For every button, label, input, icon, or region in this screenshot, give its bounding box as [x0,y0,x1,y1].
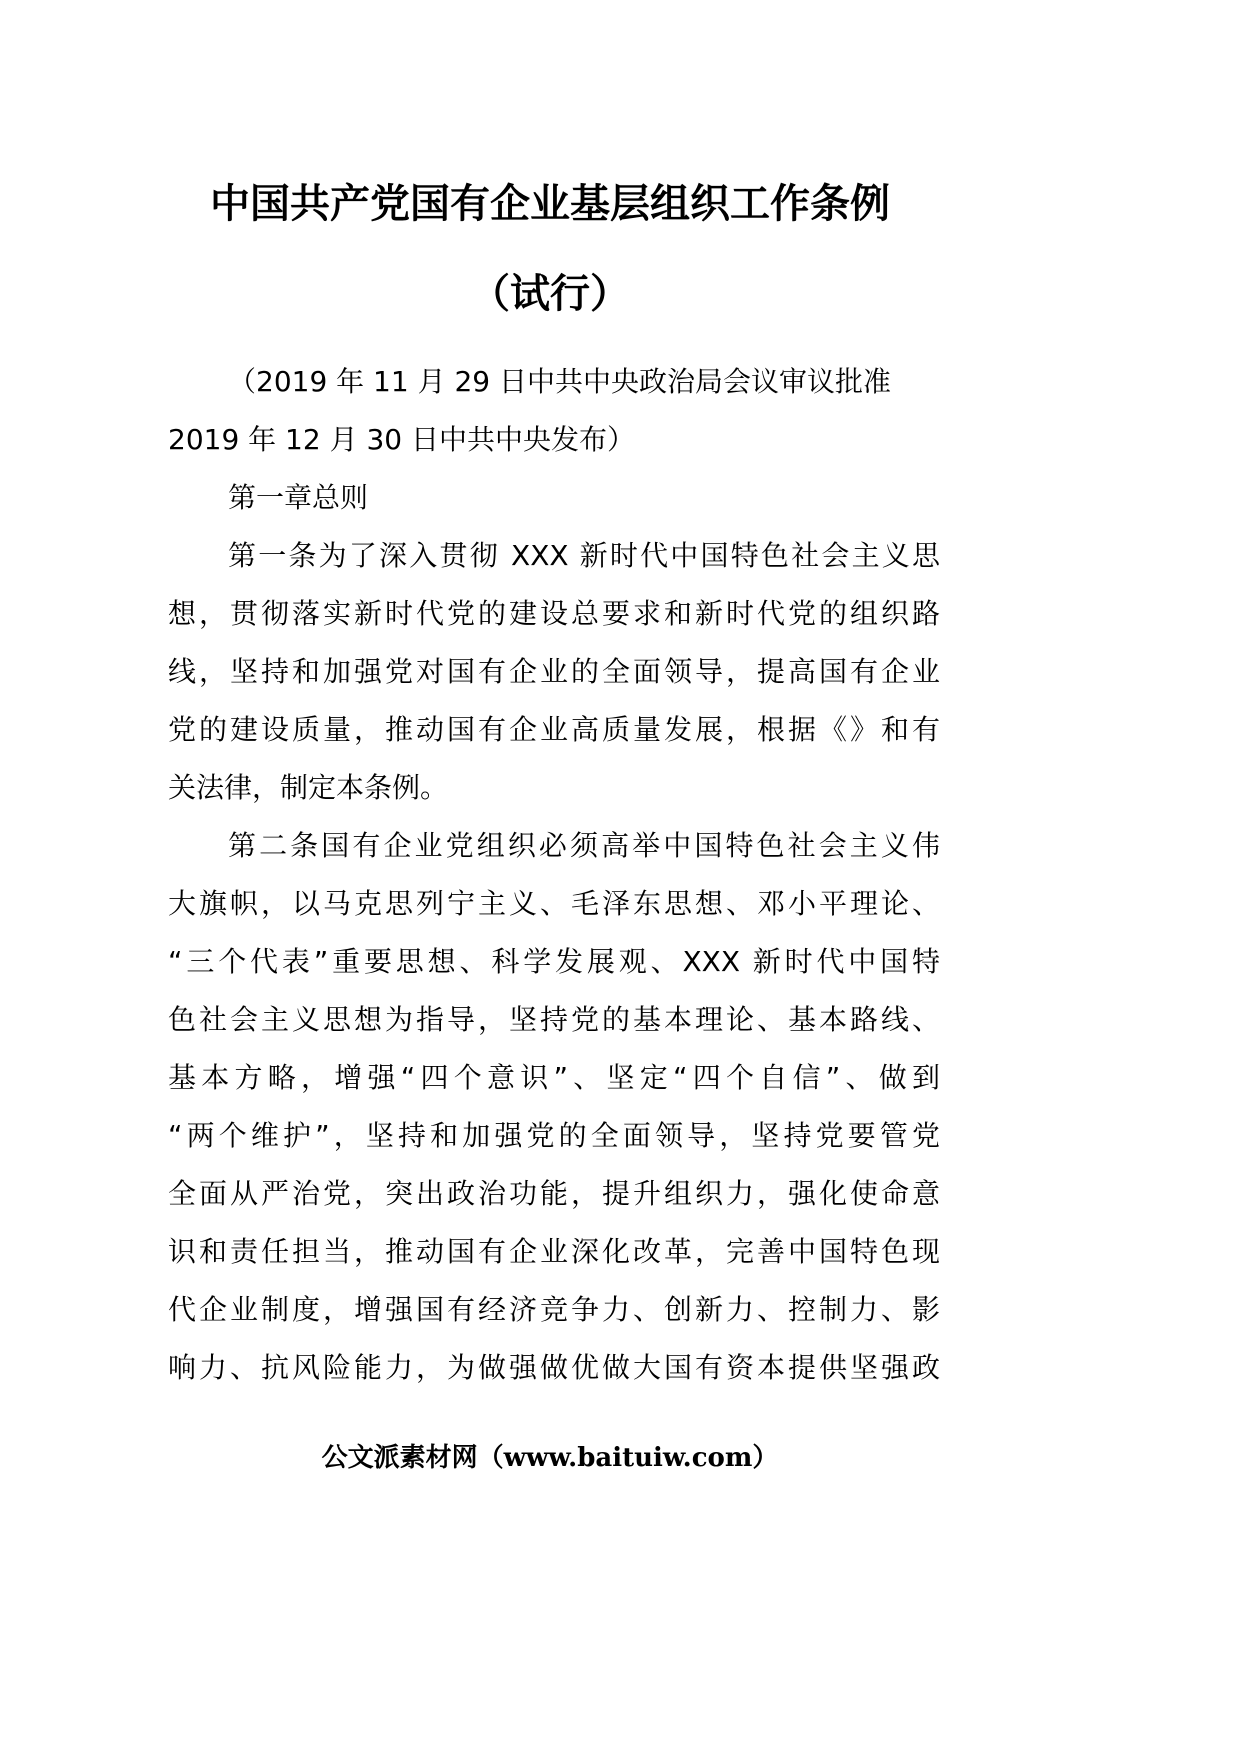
article-2-line: 响力、抗风险能力，为做强做优做大国有资本提供坚强政 [168,1351,940,1384]
article-2-line: “三个代表”重要思想、科学发展观、XXX 新时代中国特 [168,945,940,978]
approval-line: 2019 年 12 月 30 日中共中央发布） [168,423,636,456]
document-title-suffix: （试行） [470,271,630,317]
article-2-line: 色社会主义思想为指导，坚持党的基本理论、基本路线、 [168,1003,940,1036]
article-1-line: 党的建设质量，推动国有企业高质量发展，根据《》和有 [168,713,940,746]
footer-watermark: 公文派素材网（www.baituiw.com） [321,1443,779,1473]
article-2-line: 代企业制度，增强国有经济竞争力、创新力、控制力、影 [168,1293,940,1326]
article-2-line: 全面从严治党，突出政治功能，提升组织力，强化使命意 [168,1177,940,1210]
article-2-line: 大旗帜，以马克思列宁主义、毛泽东思想、邓小平理论、 [168,887,940,920]
article-2-line: “两个维护”，坚持和加强党的全面领导，坚持党要管党 [168,1119,940,1152]
article-1-line: 关法律，制定本条例。 [168,771,449,804]
article-2-line: 基本方略，增强“四个意识”、坚定“四个自信”、做到 [168,1061,940,1094]
article-1-line: 想，贯彻落实新时代党的建设总要求和新时代党的组织路 [168,597,940,630]
chapter-heading: 第一章总则 [228,481,369,514]
article-2-line: 识和责任担当，推动国有企业深化改革，完善中国特色现 [168,1235,940,1268]
approval-line: （2019 年 11 月 29 日中共中央政治局会议审议批准 [228,365,892,398]
document-title: 中国共产党国有企业基层组织工作条例 [210,181,890,227]
article-2-line: 第二条国有企业党组织必须高举中国特色社会主义伟 [228,829,940,862]
article-1-line: 第一条为了深入贯彻 XXX 新时代中国特色社会主义思 [228,539,940,572]
article-1-line: 线，坚持和加强党对国有企业的全面领导，提高国有企业 [168,655,940,688]
